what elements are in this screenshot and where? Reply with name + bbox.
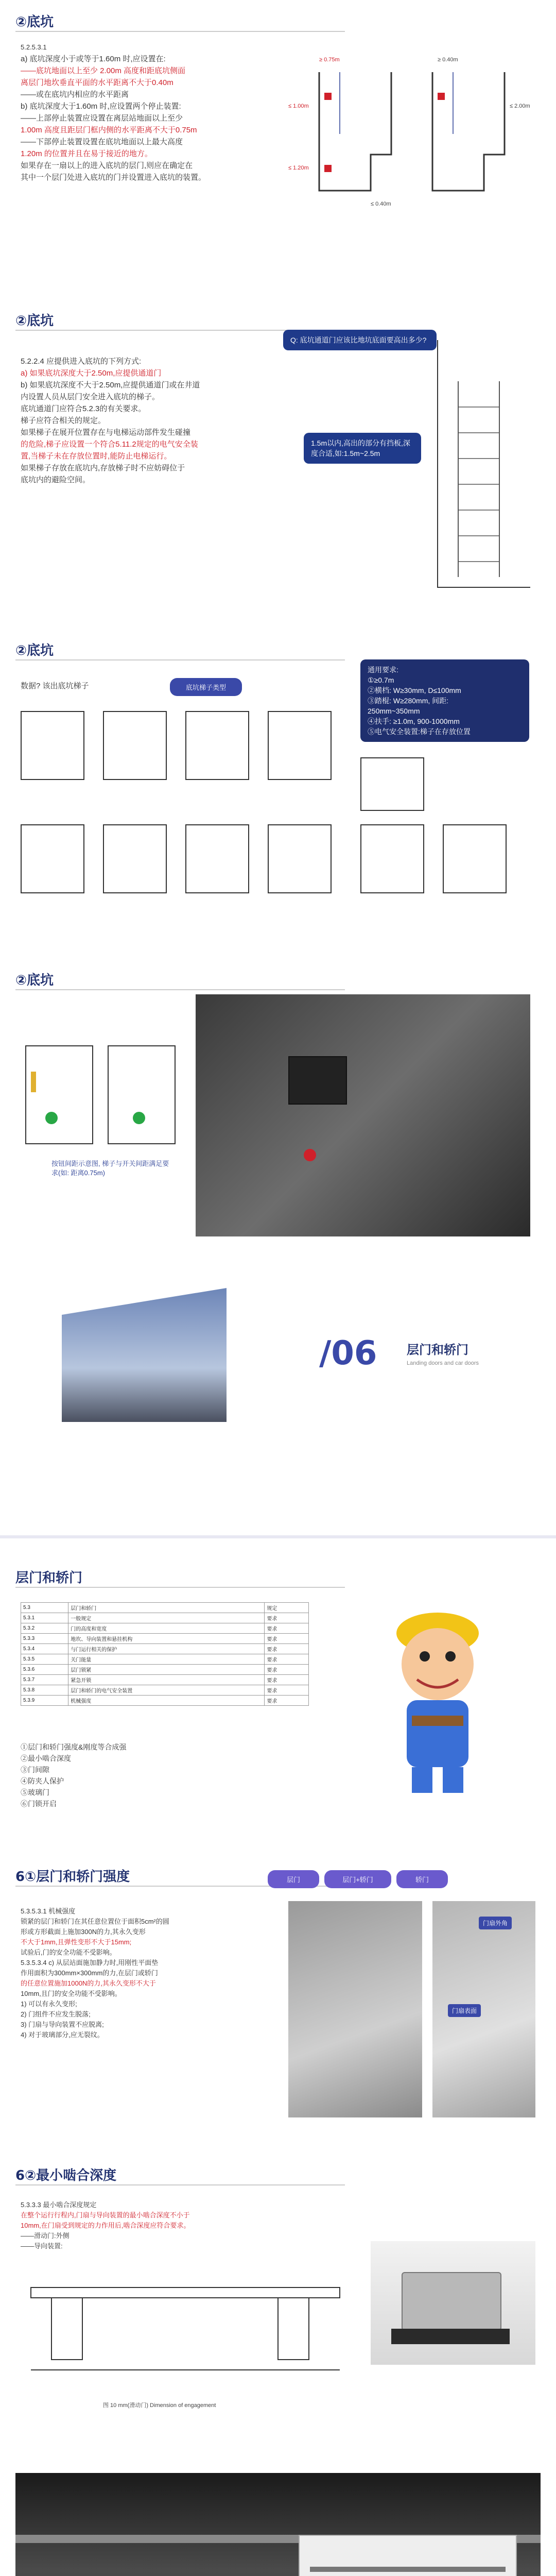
cell: 门的高度和宽度 (68, 1623, 265, 1634)
cell: 5.3.7 (21, 1675, 68, 1685)
callout-line: 250mm~350mm (368, 707, 420, 715)
cell: 机械强度 (68, 1696, 265, 1706)
callout-line: ④扶手: ≥1.0m, 900-1000mm (368, 717, 460, 725)
clause-text (21, 41, 288, 183)
line: 作用面积为300mm×300mm的力,在层门或轿门 (21, 1969, 158, 1977)
cell: 关门能量 (68, 1654, 265, 1665)
line: 底坑内的避险空间。 (21, 476, 91, 484)
door-shoe-photo (371, 2241, 535, 2365)
ladder-type-pill: 底坑梯子类型 (170, 678, 242, 696)
topic-list (21, 1741, 126, 1809)
diagram-caption: 按钮间距示意图, 梯子与开关间距满足要求(如: 距离0.75m) (51, 1160, 169, 1177)
slide-doors-overview (0, 1556, 556, 1844)
question-callout: Q: 底坑通道门应该比地坑底面要高出多少? (283, 330, 437, 350)
table-row (21, 1654, 309, 1665)
slide-engagement-depth (0, 2154, 556, 2442)
line: 其中一个层门处进入底坑的门并设置进入底坑的装置。 (21, 173, 206, 182)
dim-label: ≥ 0.75m (319, 57, 340, 63)
line: ——导向装置: (21, 2242, 63, 2250)
ladder-figure (268, 711, 332, 780)
title-divider (15, 31, 345, 32)
cell: 5.3.9 (21, 1696, 68, 1706)
cell: 一般规定 (68, 1613, 265, 1623)
line: 如果梯子存放在底坑内,存放梯子时不应妨碍位于 (21, 464, 185, 472)
ladder-figure (185, 824, 249, 893)
ladder-figure (21, 711, 84, 780)
cell: 层门锁紧 (68, 1665, 265, 1675)
slide-pit-3 (0, 629, 556, 948)
slide-pit-2 (0, 299, 556, 618)
diagram-caption: 图 10 mm(滑动门) Dimension of engagement (103, 2402, 216, 2409)
pit-switch-diagram (21, 1041, 185, 1154)
slide-pit-4 (0, 958, 556, 1247)
slide-title: 层门和轿门 (15, 1570, 83, 1586)
door-photo-1 (288, 1901, 422, 2117)
table-row (21, 1644, 309, 1654)
clause-table (21, 1602, 309, 1706)
dim-label: ≤ 2.00m (510, 103, 530, 109)
slide-title: 6②最小啮合深度 (15, 2168, 117, 2183)
line: 离层门地坎垂直平面的水平距离不大于0.40m (21, 78, 173, 87)
clause-text (21, 1906, 268, 2040)
ladder-figure (360, 824, 424, 893)
line: b) 底坑深度大于1.60m 时,应设置两个停止装置: (21, 102, 181, 111)
slide-title: 6①层门和轿门强度 (15, 1869, 130, 1885)
line: ——底坑地面以上至少 2.00m 高度和距底坑侧面 (21, 66, 186, 75)
dim-label: ≤ 1.20m (288, 165, 309, 171)
answer-callout: 1.5m以内,高出的部分有挡板,深度合适,如:1.5m~2.5m (304, 433, 421, 464)
line: 1) 可以有永久变形; (21, 2000, 77, 2008)
line: 内设置人员从层门安全进入底坑的梯子。 (21, 393, 160, 401)
ladder-figure (103, 824, 167, 893)
line: 3) 门扇与导向装置不应脱离; (21, 2021, 104, 2028)
ladder-figure (360, 757, 424, 811)
callout-line: ②横档: W≥30mm, D≤100mm (368, 686, 461, 694)
line: 的危险,梯子应设置一个符合5.11.2规定的电气安全装 (21, 440, 198, 449)
line: b) 如果底坑深度不大于2.50m,应提供通道门或在井道 (21, 381, 200, 389)
slide-door-strength (0, 1855, 556, 2143)
door-surface-label: 门扇表面 (448, 2004, 481, 2017)
ladder-figure (185, 711, 249, 780)
slide-pit-1 (0, 0, 556, 289)
line: 10mm,且门的安全功能不受影响。 (21, 1990, 121, 1997)
pit-diagram (309, 62, 535, 216)
engagement-diagram (21, 2267, 350, 2391)
cell: 5.3.6 (21, 1665, 68, 1675)
cell: 5.3.4 (21, 1644, 68, 1654)
table-row (21, 1665, 309, 1675)
slide-title: ②底坑 (15, 14, 54, 30)
ladder-figure (103, 711, 167, 780)
callout-line: ①≥0.7m (368, 676, 394, 684)
callout-line: ⑤电气安全装置:梯子在存放位置 (368, 727, 471, 736)
line: 不大于1mm,且弹性变形不大于15mm; (21, 1938, 132, 1946)
table-row (21, 1634, 309, 1644)
clause-number: 5.3.5.3.1 机械强度 (21, 1907, 76, 1915)
topic-item: ⑥门锁开启 (21, 1800, 57, 1808)
cell: 要求 (265, 1685, 309, 1696)
slide-title: ②底坑 (15, 313, 54, 329)
cell: 要求 (265, 1613, 309, 1623)
title-divider (15, 1587, 345, 1588)
requirements-callout (360, 659, 529, 742)
callout-line: 通用要求: (368, 666, 398, 674)
landing-car-door-pill: 层门+轿门 (324, 1870, 391, 1888)
inset-rail (310, 2567, 506, 2572)
topic-item: ④防夹人保护 (21, 1777, 64, 1785)
switch-box (288, 1056, 347, 1105)
clause-number: 5.3.3.3 最小啮合深度规定 (21, 2201, 97, 2209)
city-photo (62, 1288, 227, 1422)
question-text: 数据? 该出底坑梯子 (21, 682, 89, 690)
cell: 层门和轿门 (68, 1603, 265, 1613)
title-divider (15, 2184, 345, 2185)
cell: 要求 (265, 1665, 309, 1675)
table-row (21, 1685, 309, 1696)
cell: 地坎、导向装置和悬挂机构 (68, 1634, 265, 1644)
cell: 5.3.3 (21, 1634, 68, 1644)
line: 底坑通道门应符合5.2.3的有关要求。 (21, 404, 146, 413)
cell: 要求 (265, 1675, 309, 1685)
title-divider (15, 989, 345, 990)
line: 试验后,门的安全功能不受影响。 (21, 1948, 116, 1956)
cell: 与门运行相关的保护 (68, 1644, 265, 1654)
line: 2) 门组件不应发生脱落; (21, 2010, 91, 2018)
ladder-figure (268, 824, 332, 893)
slide-title: ②底坑 (15, 973, 54, 988)
line: 5.3.5.3.4 c) 从层站面施加静力时,用刚性平面垫 (21, 1959, 159, 1967)
table-row (21, 1696, 309, 1706)
clause-number: 5.2.2.4 应提供进入底坑的下列方式: (21, 357, 142, 366)
door-corner-label: 门扇外角 (479, 1917, 512, 1929)
cell: 紧急开锁 (68, 1675, 265, 1685)
table-row (21, 1675, 309, 1685)
cell: 要求 (265, 1634, 309, 1644)
cell: 5.3 (21, 1603, 68, 1613)
dim-label: ≤ 0.40m (371, 201, 391, 207)
topic-item: ①层门和轿门强度&刚度等合成强 (21, 1743, 127, 1751)
section-number: /06 (319, 1334, 377, 1372)
line: 如果存在一扇以上的进入底坑的层门,则应在确定在 (21, 161, 193, 170)
line: 1.20m 的位置并且在易于接近的地方。 (21, 149, 152, 158)
line: ——滑动门:外侧 (21, 2232, 70, 2240)
line: a) 如果底坑深度大于2.50m,应提供通道门 (21, 369, 162, 378)
cell: 要求 (265, 1623, 309, 1634)
slide-section-cover (0, 1257, 556, 1546)
guide-shoe (402, 2272, 501, 2331)
line: 梯子应符合相关的规定。 (21, 416, 106, 425)
line: 在整个运行行程内,门扇与导向装置的最小啮合深度不小于 (21, 2211, 190, 2219)
topic-item: ⑤玻璃门 (21, 1788, 49, 1797)
guide-base (391, 2329, 510, 2344)
line: ——上部停止装置应设置在离层站地面以上至少 (21, 114, 183, 123)
line: 置,当梯子未在存放位置时,能防止电梯运行。 (21, 452, 172, 461)
cell: 5.3.5 (21, 1654, 68, 1665)
topic-item: ②最小啮合深度 (21, 1754, 71, 1762)
builder-mascot-icon (360, 1597, 515, 1803)
line: ——或在底坑内相应的水平距离 (21, 90, 129, 99)
bottom-band (0, 1535, 556, 1538)
pit-photo (196, 994, 530, 1236)
line: 10mm,在门扇受到规定的力作用后,啮合深度应符合要求。 (21, 2222, 190, 2229)
cell: 要求 (265, 1696, 309, 1706)
slide-engagement-photo (0, 2452, 556, 2576)
dim-label: ≥ 0.40m (438, 57, 458, 63)
cell: 5.3.2 (21, 1623, 68, 1634)
line: 4) 对于玻璃部分,应无裂纹。 (21, 2031, 104, 2039)
clause-text (21, 355, 278, 486)
dim-label: ≤ 1.00m (288, 103, 309, 109)
cell: 要求 (265, 1654, 309, 1665)
slide-title: ②底坑 (15, 643, 54, 658)
table-row (21, 1603, 309, 1613)
cell: 层门和轿门的电气安全装置 (68, 1685, 265, 1696)
line: 1.00m 高度且距层门框内侧的水平距离不大于0.75m (21, 126, 197, 134)
cell: 要求 (265, 1644, 309, 1654)
line: ——下部停止装置设置在底坑地面以上最大高度 (21, 138, 183, 146)
stop-button-icon (304, 1149, 316, 1161)
table-row (21, 1613, 309, 1623)
landing-door-pill: 层门 (268, 1870, 319, 1888)
cell: 5.3.1 (21, 1613, 68, 1623)
inset-photo (299, 2535, 517, 2576)
line: 形或方形截面上施加300N的力,其永久变形 (21, 1928, 146, 1936)
line: a) 底坑深度小于或等于1.60m 时,应设置在: (21, 55, 166, 63)
line: 如果梯子在展开位置存在与电梯运动部件发生碰撞 (21, 428, 191, 437)
ladder-figure (21, 824, 84, 893)
topic-item: ③门间隙 (21, 1766, 49, 1774)
section-subtitle: Landing doors and car doors (407, 1360, 479, 1366)
car-door-pill: 轿门 (396, 1870, 448, 1888)
callout-line: ③踏棍: W≥280mm, 间距: (368, 697, 449, 705)
cell: 规定 (265, 1603, 309, 1613)
hoistway-photo (15, 2473, 541, 2576)
section-title: 层门和轿门 (407, 1343, 468, 1357)
cell: 5.3.8 (21, 1685, 68, 1696)
line: 的任意位置施加1000N的力,其永久变形不大于 (21, 1979, 156, 1987)
table-row (21, 1623, 309, 1634)
stair-diagram (427, 330, 541, 598)
ladder-figure (443, 824, 507, 893)
line: 锁紧的层门和轿门在其任意位置位于面积5cm²的圆 (21, 1918, 169, 1925)
clause-number: 5.2.5.3.1 (21, 43, 47, 51)
clause-text (21, 2200, 340, 2251)
title-divider (15, 659, 345, 660)
